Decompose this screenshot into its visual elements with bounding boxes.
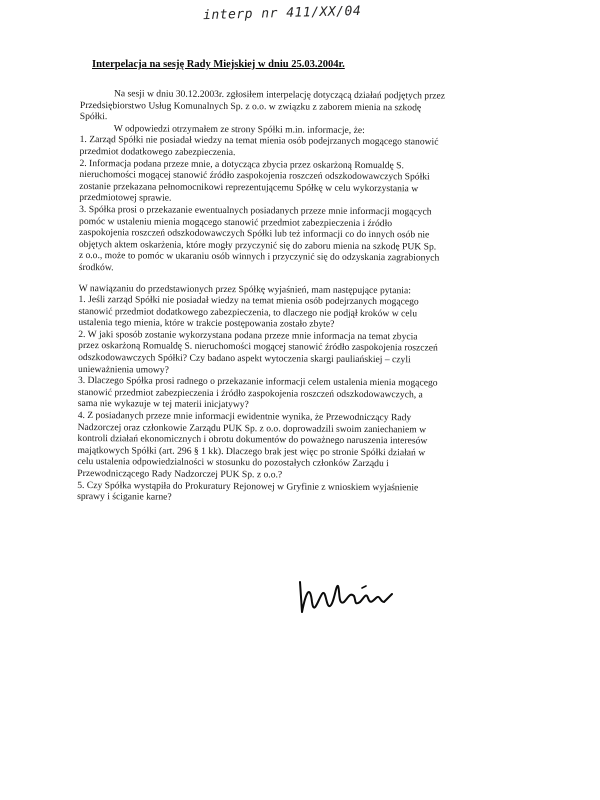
body-line: 3. Spółka prosi o przekazanie ewentualnych posiadanych przeze mnie informacji mogących bbox=[79, 203, 432, 218]
body-line: ustalenia tego mienia, które w trakcie postępowania zostało zbyte? bbox=[78, 317, 335, 331]
body-line: przedmiot dodatkowego zabezpieczenia. bbox=[79, 145, 236, 159]
body-line: 1. Zarząd Spółki nie posiadał wiedzy na temat mienia osób podejrzanych mogącego stanowić bbox=[79, 134, 439, 148]
body-line: pomóc w ustaleniu mienia mogącego stanowić przedmiot zabezpieczenia i źródło bbox=[79, 215, 393, 229]
body-line: kontroli działań ekonomicznych i obrotu dokumentów do poważnego naruszenia interesów bbox=[77, 433, 428, 447]
body-line: unieważnienia umowy? bbox=[77, 363, 169, 376]
body-line: zaspokojenia roszczeń odszkodowawczych Spółki lub też informacji co do innych osób nie bbox=[78, 227, 430, 241]
body-line: zostanie przekazana pełnomocnikowi reprezentującemu Spółkę w celu wykorzystania w bbox=[79, 180, 419, 195]
body-line: stanowić przedmiot dodatkowego zabezpieczenia, to dlaczego nie podjął kroków w celu bbox=[78, 305, 418, 320]
body-line: sprawy i ściganie karne? bbox=[77, 491, 172, 503]
body-line: majątkowych Spółki (art. 296 § 1 kk). Dlaczego brak jest więc po stronie Spółki działań w bbox=[77, 444, 426, 459]
body-line: 3. Dlaczego Spółka prosi radnego o przekazanie informacji celem ustalenia mienia mogącego bbox=[77, 375, 438, 389]
signature-scribble bbox=[296, 572, 406, 622]
body-line: nieruchomości mogącej stanowić źródło zaspokojenia roszczeń odszkodowawczych Spółki bbox=[79, 169, 430, 183]
body-line: odszkodowawczych Spółki? Czy badano aspekt wytoczenia skargi pauliańskiej – czyli bbox=[78, 352, 411, 366]
body-line: Na sesji w dniu 30.12.2003r. zgłosiłem interpelację dotyczącą działań podjętych przez bbox=[113, 88, 446, 102]
body-line: 1. Jeśli zarząd Spółki nie posiadał wiedzy na temat mienia osób podejrzanych mogącego bbox=[78, 294, 419, 308]
body-line: objętych aktem oskarżenia, które mogły przyczynić się do zaboru mienia na szkodę PUK Sp. bbox=[78, 238, 437, 253]
body-line: stanowić przedmiot zabezpieczenia i źródło zaspokojenia roszczeń odszkodowawczych, a bbox=[77, 386, 423, 401]
body-line: W nawiązaniu do przedstawionych przez Spółkę wyjaśnień, mam następujące pytania: bbox=[78, 282, 411, 296]
body-line: przez oskarżoną Romualdę S. nieruchomości mogącej stanowić źródło zaspokojenia roszczeń bbox=[78, 340, 438, 354]
body-line: 4. Z posiadanych przeze mnie informacji ewidentnie wynika, że Przewodniczący Rady bbox=[77, 410, 412, 424]
document-body bbox=[77, 88, 550, 506]
body-line: celu ustalenia odpowiedzialności w stosunku do pozostałych członków Zarządu i bbox=[77, 456, 389, 470]
handwritten-reference-note: interp nr 411/XX/04 bbox=[202, 3, 362, 24]
body-line: W odpowiedzi otrzymałem ze strony Spółki m.in. informacje, że: bbox=[113, 123, 365, 136]
body-line: 5. Czy Spółka wystąpiła do Prokuratury Rejonowej w Gryfinie z wnioskiem wyjaśnienie bbox=[77, 479, 419, 493]
body-line: z o.o., może to pomóc w ukaraniu osób winnych i przyczynić się do odzyskania zagrabionych bbox=[78, 250, 440, 264]
body-line: 2. Informacja podana przeze mnie, a dotycząca zbycia przez oskarżoną Romualdę S. bbox=[79, 157, 404, 171]
body-line: 2. W jaki sposób zostanie wykorzystana podana przeze mnie informacja na temat zbycia bbox=[78, 328, 418, 343]
body-line: przedmiotowej sprawie. bbox=[79, 192, 172, 204]
document-title: Interpelacja na sesję Rady Miejskiej w dniu 25.03.2004r. bbox=[92, 59, 345, 70]
body-line: Przewodniczącego Rady Nadzorczej PUK Sp. z o.o.? bbox=[77, 467, 283, 481]
body-line: środków. bbox=[78, 261, 114, 274]
body-line: Nadzorczej oraz członkowie Zarządu PUK Sp. z o.o. doprowadzili swoim zaniechaniem w bbox=[77, 421, 427, 436]
body-line: sama nie wykazuje w tej materii inicjatywy? bbox=[77, 398, 249, 411]
body-line: Spółki. bbox=[79, 111, 108, 123]
handwritten-signature bbox=[296, 572, 406, 627]
body-line: Przedsiębiorstwo Usług Komunalnych Sp. z o.o. w związku z zaborem mienia na szkodę bbox=[79, 99, 422, 113]
